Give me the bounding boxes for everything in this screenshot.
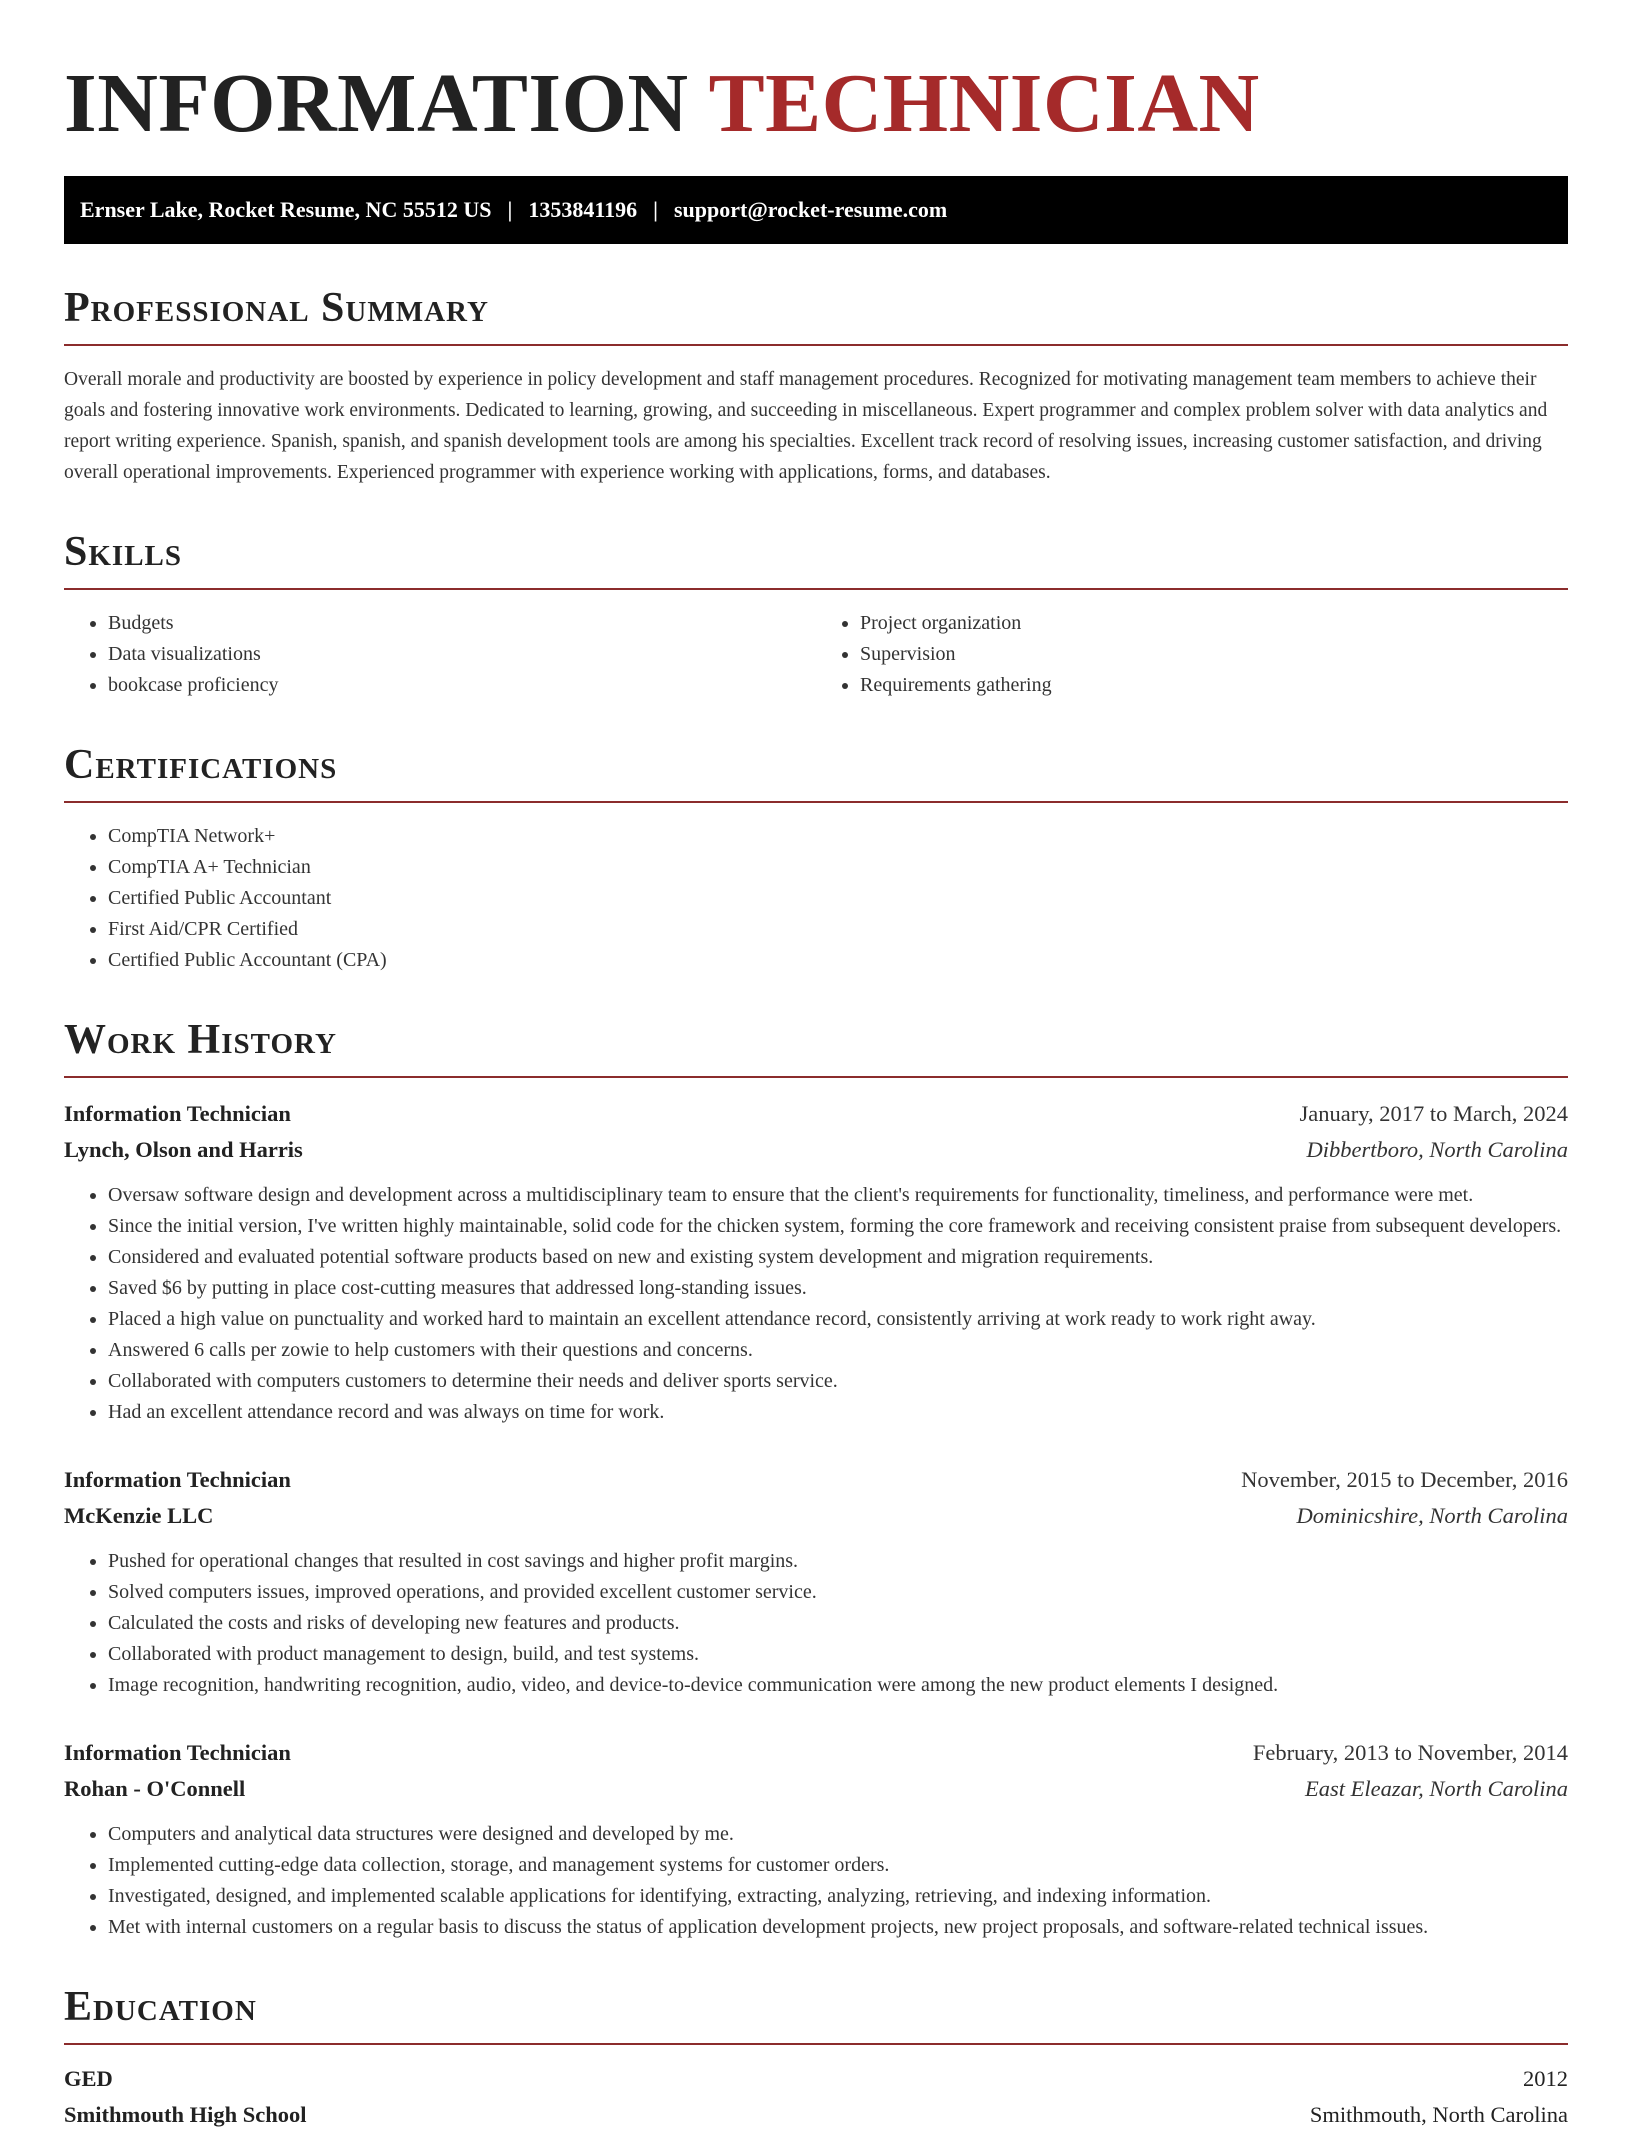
job-bullets	[64, 1819, 1568, 1943]
certifications-list	[64, 821, 1568, 976]
job-bullet: • Calculated the costs and risks of developing new features and products.	[108, 1608, 1568, 1639]
resume-name	[64, 0, 1568, 154]
job-dates: February, 2013 to November, 2014	[1252, 1740, 1568, 1765]
education-header-row	[64, 2061, 1568, 2097]
job-company-row	[64, 1132, 1568, 1168]
education-school: Smithmouth High School	[64, 2102, 307, 2127]
job-bullet: • Considered and evaluated potential software products based on new and existing system development and migration requirements.	[108, 1242, 1568, 1273]
job-company-row	[64, 1771, 1568, 1807]
name-first: INFORMATION	[64, 57, 689, 150]
job-dates: January, 2017 to March, 2024	[1299, 1101, 1568, 1126]
job-bullet: • Computers and analytical data structures were designed and developed by me.	[108, 1819, 1568, 1850]
skill-item: • Project organization	[860, 608, 1568, 639]
job-bullet: • Image recognition, handwriting recognition, audio, video, and device-to-device communication were among the new product elements I designed.	[108, 1670, 1568, 1701]
job-bullet: • Placed a high value on punctuality and worked hard to maintain an excellent attendance record, consistently arriving at work ready to work right away.	[108, 1304, 1568, 1335]
education-location: Smithmouth, North Carolina	[1309, 2102, 1568, 2127]
job-title: Information Technician	[64, 1740, 291, 1765]
contact-separator: |	[507, 197, 513, 222]
job-bullet: • Collaborated with product management to design, build, and test systems.	[108, 1639, 1568, 1670]
job-bullet: • Since the initial version, I've written highly maintainable, solid code for the chicken system, forming the core framework and receiving consistent praise from subsequent developers.	[108, 1211, 1568, 1242]
education-year: 2012	[1523, 2066, 1568, 2091]
job-location: Dominicshire, North Carolina	[1296, 1503, 1568, 1528]
contact-address: Ernser Lake, Rocket Resume, NC 55512 US	[80, 197, 492, 222]
contact-separator: |	[653, 197, 658, 222]
job-bullet: • Oversaw software design and development across a multidisciplinary team to ensure that the client's requirements for functionality, timeliness, and performance were met.	[108, 1180, 1568, 1211]
certification-item: • First Aid/CPR Certified	[108, 914, 1568, 945]
job-company-row	[64, 1498, 1568, 1534]
skill-item: • Data visualizations	[108, 639, 816, 670]
job-bullets	[64, 1180, 1568, 1428]
contact-email: support@rocket-resume.com	[673, 197, 948, 222]
job-bullet: • Met with internal customers on a regular basis to discuss the status of application development projects, new project proposals, and software-related technical issues.	[108, 1912, 1568, 1943]
job-bullet: • Solved computers issues, improved operations, and provided excellent customer service.	[108, 1577, 1568, 1608]
job-title: Information Technician	[64, 1467, 291, 1492]
education-heading: Education	[64, 1981, 1568, 2045]
job-bullets	[64, 1546, 1568, 1701]
contact-phone: 1353841196	[528, 197, 638, 222]
skills-list-left	[64, 608, 816, 701]
job-bullet: • Had an excellent attendance record and was always on time for work.	[108, 1397, 1568, 1428]
job-bullet: • Pushed for operational changes that resulted in cost savings and higher profit margins.	[108, 1546, 1568, 1577]
name-last: TECHNICIAN	[708, 57, 1260, 150]
work-history-heading: Work History	[64, 1014, 1568, 1078]
job-company: Rohan - O'Connell	[64, 1776, 246, 1801]
job-header-row	[64, 1735, 1568, 1771]
certifications-section	[64, 739, 1568, 976]
job-entry	[64, 1462, 1568, 1701]
skills-list-right	[816, 608, 1568, 701]
certification-item: • CompTIA Network+	[108, 821, 1568, 852]
summary-text: Overall morale and productivity are boosted by experience in policy development and staff management procedures. Recognized for motivating management team members to achieve their goals and fostering innovative work environments. Dedicated to learning, growing, and succeeding in miscellaneous. Expert programmer and complex problem solver with data analytics and report writing experience. Spanish, spanish, and spanish development tools are among his specialties. Excellent track record of resolving issues, increasing customer satisfaction, and driving overall operational improvements. Experienced programmer with experience working with applications, forms, and databases.	[64, 369, 1548, 483]
certification-item: • Certified Public Accountant	[108, 883, 1568, 914]
education-entry	[64, 2061, 1568, 2133]
job-header-row	[64, 1462, 1568, 1498]
certifications-heading: Certifications	[64, 739, 1568, 803]
job-header-row	[64, 1096, 1568, 1132]
skills-heading: Skills	[64, 526, 1568, 590]
job-location: East Eleazar, North Carolina	[1305, 1776, 1568, 1801]
certification-item: • CompTIA A+ Technician	[108, 852, 1568, 883]
skill-item: • bookcase proficiency	[108, 670, 816, 701]
job-bullet: • Saved $6 by putting in place cost-cutting measures that addressed long-standing issues.	[108, 1273, 1568, 1304]
job-dates: November, 2015 to December, 2016	[1241, 1467, 1568, 1492]
job-company: Lynch, Olson and Harris	[64, 1137, 303, 1162]
job-title: Information Technician	[64, 1101, 291, 1126]
summary-heading: Professional Summary	[64, 282, 1568, 346]
job-entry	[64, 1735, 1568, 1943]
education-school-row	[64, 2097, 1568, 2133]
summary-section	[64, 282, 1568, 488]
job-company: McKenzie LLC	[64, 1503, 214, 1528]
skills-grid	[64, 608, 1568, 701]
education-section	[64, 1981, 1568, 2133]
skill-item: • Supervision	[860, 639, 1568, 670]
job-location: Dibbertboro, North Carolina	[1306, 1137, 1568, 1162]
job-bullet: • Investigated, designed, and implemented scalable applications for identifying, extracting, analyzing, retrieving, and indexing information.	[108, 1881, 1568, 1912]
education-degree: GED	[64, 2066, 113, 2091]
certification-item: • Certified Public Accountant (CPA)	[108, 945, 1568, 976]
skills-section	[64, 526, 1568, 701]
skill-item: • Requirements gathering	[860, 670, 1568, 701]
job-bullet: • Collaborated with computers customers to determine their needs and deliver sports service.	[108, 1366, 1568, 1397]
work-history-section	[64, 1014, 1568, 1943]
job-bullet: • Answered 6 calls per zowie to help customers with their questions and concerns.	[108, 1335, 1568, 1366]
skill-item: • Budgets	[108, 608, 816, 639]
job-entry	[64, 1096, 1568, 1428]
contact-bar	[64, 176, 1568, 244]
job-bullet: • Implemented cutting-edge data collection, storage, and management systems for customer orders.	[108, 1850, 1568, 1881]
